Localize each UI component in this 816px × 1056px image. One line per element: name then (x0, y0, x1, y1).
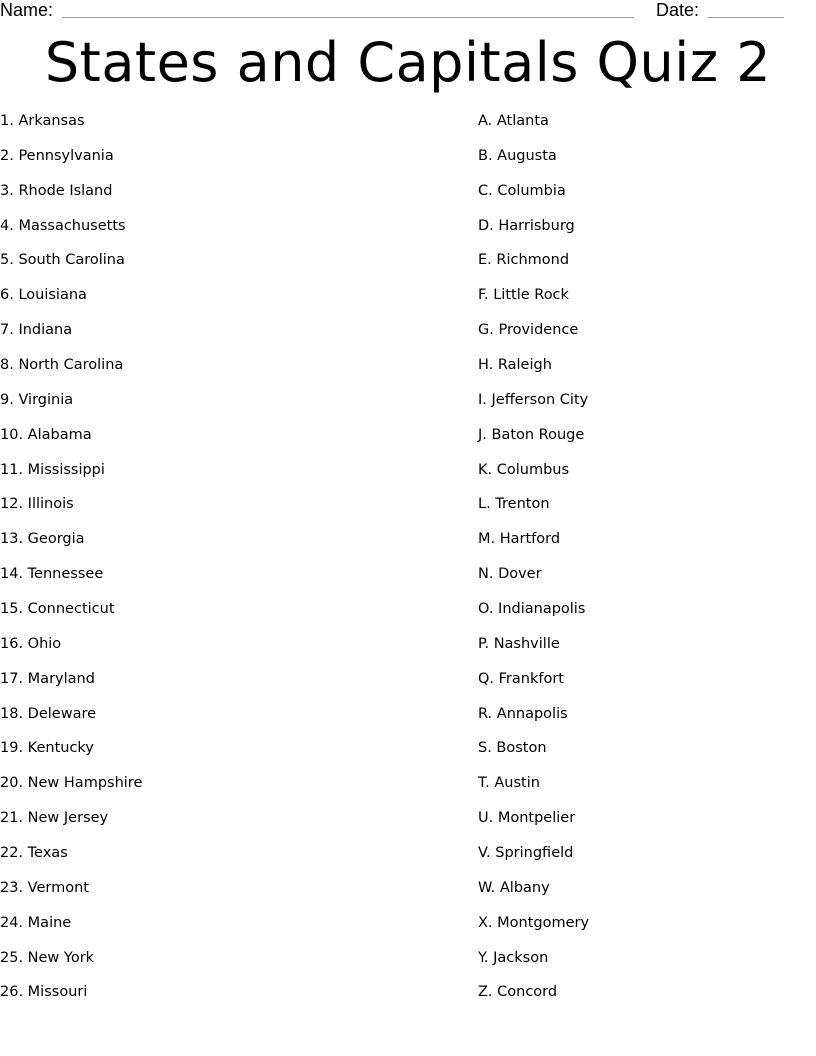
capital-item: H. Raleigh (478, 357, 552, 374)
state-item: 10. Alabama (0, 426, 92, 443)
capital-item: Y. Jackson (478, 949, 549, 966)
capital-item: U. Montpelier (478, 810, 576, 827)
capital-item: O. Indianapolis (478, 601, 586, 618)
state-item: 21. New Jersey (0, 810, 109, 827)
name-label: Name: (0, 0, 54, 20)
capitals-list (478, 110, 589, 1016)
state-item: 16. Ohio (0, 635, 62, 652)
state-item: 12. Illinois (0, 496, 74, 513)
state-item: 8. North Carolina (0, 357, 124, 374)
state-item: 26. Missouri (0, 984, 88, 1001)
capital-item: A. Atlanta (478, 113, 549, 129)
capital-item: R. Annapolis (478, 705, 568, 722)
state-item: 22. Texas (0, 845, 68, 862)
state-item: 7. Indiana (0, 322, 73, 339)
capital-item: G. Providence (478, 322, 579, 339)
capital-item: D. Harrisburg (478, 217, 575, 234)
capital-item: N. Dover (478, 566, 542, 583)
state-item: 19. Kentucky (0, 740, 94, 757)
capital-item: K. Columbus (478, 461, 570, 478)
name-blank-line (62, 17, 634, 18)
capital-item: I. Jefferson City (478, 391, 589, 408)
capital-item: T. Austin (478, 775, 540, 792)
capital-item: Z. Concord (478, 984, 558, 1001)
state-item: 6. Louisiana (0, 287, 87, 304)
date-label: Date: (656, 0, 700, 20)
capital-item: V. Springfield (478, 845, 574, 862)
state-item: 1. Arkansas (0, 113, 85, 129)
capital-item: B. Augusta (478, 147, 557, 164)
state-item: 25. New York (0, 949, 95, 966)
state-item: 18. Deleware (0, 705, 97, 722)
capital-item: P. Nashville (478, 635, 560, 652)
state-item: 20. New Hampshire (0, 775, 143, 792)
state-item: 24. Maine (0, 914, 72, 931)
state-item: 17. Maryland (0, 670, 95, 687)
state-item: 13. Georgia (0, 531, 85, 548)
state-item: 11. Mississippi (0, 461, 105, 478)
state-item: 4. Massachusetts (0, 217, 126, 234)
capital-item: X. Montgomery (478, 914, 590, 931)
capital-item: F. Little Rock (478, 287, 569, 304)
state-item: 14. Tennessee (0, 566, 104, 583)
state-item: 2. Pennsylvania (0, 147, 114, 164)
capital-item: M. Hartford (478, 531, 561, 548)
capital-item: W. Albany (478, 879, 550, 896)
capital-item: S. Boston (478, 740, 547, 757)
capital-item: J. Baton Rouge (478, 426, 585, 443)
state-item: 5. South Carolina (0, 252, 125, 269)
capital-item: E. Richmond (478, 252, 570, 269)
page-title: States and Capitals Quiz 2 (44, 31, 772, 94)
capital-item: Q. Frankfort (478, 670, 564, 687)
state-item: 3. Rhode Island (0, 182, 113, 199)
date-blank-line (708, 17, 784, 18)
header (0, 0, 816, 24)
capital-item: C. Columbia (478, 182, 566, 199)
capital-item: L. Trenton (478, 496, 550, 513)
states-list (0, 110, 142, 1016)
state-item: 9. Virginia (0, 391, 74, 408)
state-item: 23. Vermont (0, 879, 89, 896)
state-item: 15. Connecticut (0, 601, 115, 618)
